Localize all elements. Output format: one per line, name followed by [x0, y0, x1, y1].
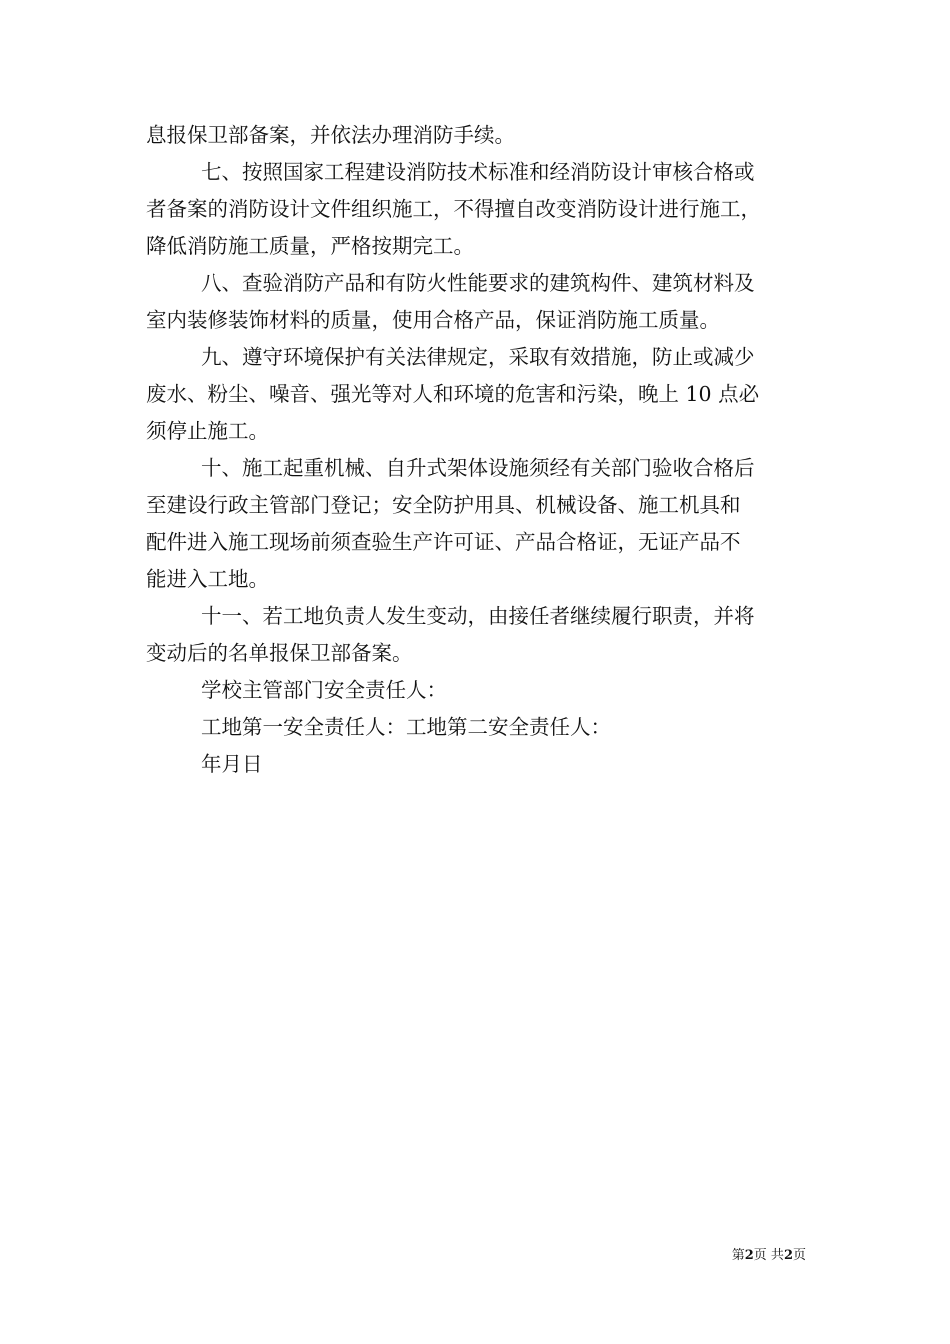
footer-middle: 页 共: [753, 1248, 784, 1263]
text-line: 者备案的消防设计文件组织施工，不得擅自改变消防设计进行施工，: [146, 197, 761, 221]
text-line: 变动后的名单报保卫部备案。: [146, 641, 413, 665]
text-line: 废水、粉尘、噪音、强光等对人和环境的危害和污染，晚上 10 点必: [146, 382, 760, 406]
text-line: 九、遵守环境保护有关法律规定，采取有效措施，防止或减少: [201, 345, 755, 369]
page-number-footer: [732, 1248, 806, 1264]
text-line: 至建设行政主管部门登记；安全防护用具、机械设备、施工机具和: [146, 493, 741, 517]
text-line: 息报保卫部备案，并依法办理消防手续。: [146, 123, 515, 147]
text-line: 室内装修装饰材料的质量，使用合格产品，保证消防施工质量。: [146, 308, 720, 332]
text-line: 学校主管部门安全责任人：: [201, 678, 447, 702]
text-line: 工地第一安全责任人：工地第二安全责任人：: [201, 715, 611, 739]
document-body: [146, 117, 808, 783]
footer-current-page: 2: [744, 1248, 754, 1263]
footer-prefix: 第: [731, 1248, 745, 1263]
text-line: 十一、若工地负责人发生变动，由接任者继续履行职责，并将: [201, 604, 755, 628]
signature-date: [146, 746, 808, 783]
signature-school-responsible: [146, 672, 808, 709]
text-line: 八、查验消防产品和有防火性能要求的建筑构件、建筑材料及: [201, 271, 755, 295]
paragraph-item-8: [146, 265, 808, 339]
paragraph-item-11: [146, 598, 808, 672]
text-line: 降低消防施工质量，严格按期完工。: [146, 234, 474, 258]
paragraph-item-10: [146, 450, 808, 598]
text-line: 须停止施工。: [146, 419, 269, 443]
paragraph-continuation: [146, 117, 808, 154]
footer-suffix: 页: [792, 1248, 806, 1263]
text-line: 配件进入施工现场前须查验生产许可证、产品合格证，无证产品不: [146, 530, 741, 554]
signature-site-responsible: [146, 709, 808, 746]
text-line: 十、施工起重机械、自升式架体设施须经有关部门验收合格后: [201, 456, 755, 480]
text-line: 七、按照国家工程建设消防技术标准和经消防设计审核合格或: [201, 160, 755, 184]
footer-total-pages: 2: [783, 1248, 793, 1263]
text-line: 能进入工地。: [146, 567, 269, 591]
text-line: 年月日: [201, 752, 263, 776]
paragraph-item-7: [146, 154, 808, 265]
paragraph-item-9: [146, 339, 808, 450]
